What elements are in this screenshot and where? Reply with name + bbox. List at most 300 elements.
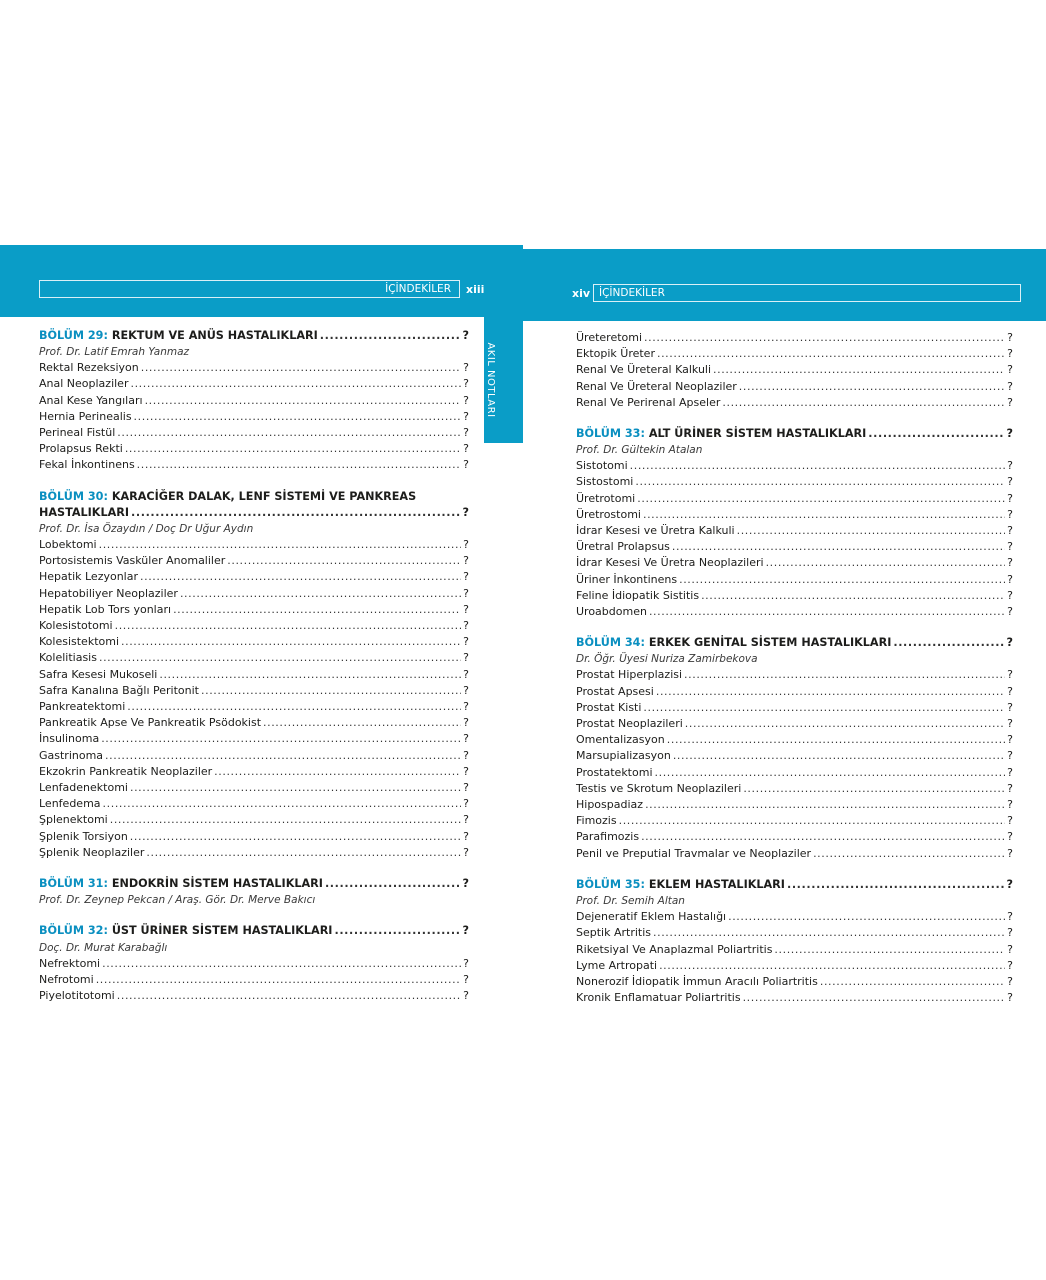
dot-leader [653,925,1005,941]
toc-entry-title: Hernia Perinealis [39,409,132,423]
chapter-page: ? [1006,877,1013,891]
toc-entry-title: Anal Neoplaziler [39,377,129,391]
dot-leader [127,699,461,715]
toc-entry[interactable] [39,618,469,634]
toc-entry-title: Penil ve Preputial Travmalar ve Neoplaziler [576,846,812,860]
toc-entry[interactable] [576,572,1013,588]
toc-entry-page: ? [1007,331,1013,344]
dot-leader [685,716,1005,732]
toc-entry-title: Renal Ve Perirenal Apseler [576,395,721,409]
chapter-heading[interactable] [39,328,469,344]
dot-leader [96,972,461,988]
dot-leader [722,395,1005,411]
toc-entry[interactable] [576,555,1013,571]
dot-leader [130,376,461,392]
toc-section [576,635,1013,862]
toc-items [39,360,469,473]
chapter-heading[interactable] [39,876,469,892]
toc-entry-title: Üretrotomi [576,491,636,505]
toc-entry-title: Üreteretomi [576,331,643,344]
toc-entry[interactable] [39,829,469,845]
left-page-number: xiii [466,283,485,296]
dot-leader [115,618,462,634]
toc-entry[interactable] [39,796,469,812]
dot-leader [743,781,1005,797]
dot-leader [645,797,1005,813]
toc-entry[interactable] [576,958,1013,974]
chapter-author: Prof. Dr. İsa Özaydın / Doç Dr Uğur Aydın [39,523,254,536]
toc-entry-page: ? [463,393,469,407]
toc-entry[interactable] [576,474,1013,490]
chapter-page: ? [462,924,469,938]
toc-entry-page: ? [463,458,469,472]
toc-entry[interactable] [576,523,1013,539]
toc-entry-page: ? [1007,507,1013,521]
dot-leader [657,346,1005,362]
toc-entry-page: ? [1007,363,1013,377]
dot-leader [774,942,1005,958]
toc-entry[interactable] [39,764,469,780]
dot-leader [137,457,461,473]
dot-leader [140,569,461,585]
toc-entry[interactable] [39,441,469,457]
toc-entry-title: Ektopik Üreter [576,347,655,361]
toc-entry-title: Testis ve Skrotum Neoplazileri [576,781,742,795]
dot-leader [105,748,461,764]
toc-items [576,667,1013,861]
toc-entry[interactable] [39,683,469,699]
toc-entry[interactable] [576,797,1013,813]
toc-entry[interactable] [39,699,469,715]
toc-entry[interactable] [39,360,469,376]
toc-entry[interactable] [39,988,469,1004]
toc-entry[interactable] [39,731,469,747]
toc-entry-page: ? [463,764,469,778]
chapter-author: Doç. Dr. Murat Karabağlı [39,941,168,954]
toc-entry[interactable] [576,588,1013,604]
chapter-number: BÖLÜM 29: [39,329,108,342]
chapter-number: BÖLÜM 34: [576,636,645,650]
dot-leader [649,604,1005,620]
toc-section [39,489,469,861]
toc-section [39,876,469,908]
toc-entry[interactable] [39,425,469,441]
toc-entry-title: Safra Kanalına Bağlı Peritonit [39,683,199,697]
toc-entry-page: ? [1007,991,1013,1005]
toc-entry-title: Septik Artritis [576,926,652,940]
toc-entry-title: Pankreatektomi [39,700,126,714]
toc-entry[interactable] [576,684,1013,700]
dot-leader [637,491,1005,507]
toc-entry-title: Prostatektomi [576,765,653,779]
left-running-header: İÇİNDEKİLER [39,280,460,298]
toc-entry-title: Riketsiyal Ve Anaplazmal Poliartritis [576,942,773,956]
toc-entry-page: ? [1007,733,1013,747]
toc-entry-page: ? [1007,491,1013,505]
toc-entry-page: ? [1007,765,1013,779]
toc-entry[interactable] [39,457,469,473]
toc-entry-page: ? [463,635,469,649]
toc-entry-page: ? [463,845,469,859]
toc-entry-page: ? [463,554,469,568]
toc-entry-page: ? [463,956,469,970]
toc-entry-title: Prostat Hiperplazisi [576,668,683,682]
toc-entry-title: Ekzokrin Pankreatik Neoplaziler [39,764,213,778]
toc-entry-page: ? [1007,459,1013,473]
toc-entry-page: ? [1007,830,1013,844]
toc-entry[interactable] [576,700,1013,716]
dot-leader [117,988,461,1004]
toc-entry[interactable] [576,507,1013,523]
toc-entry[interactable] [576,765,1013,781]
toc-items [576,909,1013,1006]
toc-entry-page: ? [1007,910,1013,924]
toc-entry-title: Üretrostomi [576,507,641,521]
toc-continued-section [576,330,1013,411]
dot-leader [659,958,1005,974]
toc-entry[interactable] [576,346,1013,362]
toc-entry-page: ? [463,570,469,584]
toc-entry[interactable] [576,667,1013,683]
toc-entry-title: Portosistemis Vasküler Anomaliler [39,554,226,568]
chapter-number: BÖLÜM 31: [39,877,108,891]
toc-entry-page: ? [463,586,469,600]
toc-entry[interactable] [39,393,469,409]
toc-entry-page: ? [1007,958,1013,972]
dot-leader [117,425,461,441]
toc-entry[interactable] [576,846,1013,862]
toc-entry-page: ? [1007,572,1013,586]
toc-entry-page: ? [1007,926,1013,940]
chapter-number: BÖLÜM 30: [39,489,108,503]
toc-entry-page: ? [1007,814,1013,828]
toc-entry[interactable] [39,537,469,553]
toc-entry-title: Rektal Rezeksiyon [39,361,139,375]
dot-leader [145,393,462,409]
toc-entry-page: ? [1007,974,1013,988]
toc-entry-page: ? [463,619,469,633]
toc-entry[interactable] [576,395,1013,411]
chapter-heading-line1 [39,489,469,505]
toc-entry[interactable] [576,379,1013,395]
chapter-page: ? [462,877,469,891]
dot-leader [766,555,1006,571]
toc-entry[interactable] [576,716,1013,732]
toc-entry[interactable] [39,553,469,569]
toc-entry-page: ? [1007,475,1013,489]
toc-entry[interactable] [39,602,469,618]
dot-leader [630,458,1006,474]
right-page-number: xiv [572,287,591,300]
toc-entry-page: ? [463,700,469,714]
toc-entry[interactable] [576,330,1013,346]
toc-entry-title: İnsulinoma [39,732,100,746]
toc-entry[interactable] [576,990,1013,1006]
toc-entry-page: ? [1007,347,1013,361]
toc-entry[interactable] [39,956,469,972]
dot-leader [643,507,1005,523]
chapter-title: ERKEK GENİTAL SİSTEM HASTALIKLARI [648,636,892,650]
toc-entry-page: ? [463,748,469,762]
toc-entry-title: Uroabdomen [576,605,647,619]
toc-entry-title: Şplenektomi [39,813,108,827]
dot-leader [701,588,1005,604]
chapter-title: ÜST ÜRİNER SİSTEM HASTALIKLARI [111,924,333,938]
toc-entry-title: Feline İdiopatik Sistitis [576,588,700,602]
toc-section [576,877,1013,1006]
chapter-page: ? [462,329,469,342]
toc-entry[interactable] [576,813,1013,829]
chapter-page: ? [1006,636,1013,650]
toc-entry-page: ? [1007,556,1013,570]
dot-leader [159,667,461,683]
toc-entry-page: ? [1007,798,1013,812]
chapter-number: BÖLÜM 32: [39,924,108,938]
toc-entry-page: ? [1007,717,1013,731]
toc-entry[interactable] [39,845,469,861]
toc-entry-page: ? [463,781,469,795]
chapter-heading[interactable] [576,426,1013,442]
dot-leader [641,829,1005,845]
toc-entry-page: ? [1007,524,1013,538]
dot-leader [679,572,1005,588]
toc-entry-page: ? [1007,395,1013,409]
dot-leader [130,780,461,796]
toc-entry-title: Kronik Enflamatuar Poliartritis [576,991,741,1005]
toc-entry-title: Fekal İnkontinens [39,458,135,472]
toc-entry[interactable] [576,491,1013,507]
dot-leader [263,715,461,731]
chapter-heading[interactable] [39,505,469,521]
left-page-toc [39,328,469,1019]
toc-entry-title: Renal Ve Üreteral Kalkuli [576,363,712,377]
toc-entry-title: Lenfedema [39,797,101,811]
toc-entry[interactable] [576,909,1013,925]
chapter-heading[interactable] [39,923,469,939]
dot-leader [227,553,461,569]
toc-entry-title: Prostat Kisti [576,700,642,714]
dot-leader [110,812,461,828]
toc-entry[interactable] [39,715,469,731]
chapter-author: Prof. Dr. Semih Altan [576,895,685,908]
chapter-title: REKTUM VE ANÜS HASTALIKLARI [111,329,318,342]
side-tab [484,317,523,443]
toc-entry-page: ? [463,988,469,1002]
toc-items [576,330,1013,411]
toc-entry[interactable] [576,362,1013,378]
toc-entry-page: ? [463,972,469,986]
toc-entry-title: Prolapsus Rekti [39,442,123,456]
toc-entry-page: ? [463,538,469,552]
toc-entry-title: Hepatobiliyer Neoplaziler [39,586,178,600]
toc-entry-title: Nefrektomi [39,956,101,970]
toc-entry[interactable] [39,667,469,683]
toc-entry-title: Piyelotitotomi [39,988,115,1002]
toc-entry-title: Anal Kese Yangıları [39,393,143,407]
toc-entry-page: ? [1007,540,1013,554]
dot-leader [667,732,1005,748]
chapter-author: Prof. Dr. Latif Emrah Yanmaz [39,346,190,359]
toc-entry-title: Marsupializasyon [576,749,671,763]
toc-entry[interactable] [39,780,469,796]
toc-items [576,458,1013,620]
toc-entry-title: Kolesistektomi [39,635,120,649]
toc-entry-title: Parafimozis [576,830,640,844]
toc-entry-page: ? [1007,942,1013,956]
toc-entry-page: ? [1007,749,1013,763]
chapter-number: BÖLÜM 33: [576,427,645,441]
chapter-heading[interactable] [576,877,1013,893]
toc-entry-page: ? [463,651,469,665]
dot-leader [125,441,461,457]
toc-entry-title: Omentalizasyon [576,733,665,747]
toc-entry-page: ? [1007,379,1013,393]
toc-entry-title: Şplenik Torsiyon [39,829,128,843]
toc-entry-title: Lobektomi [39,538,97,552]
toc-items [39,537,469,861]
toc-entry[interactable] [39,650,469,666]
toc-entry-title: Sistotomi [576,459,628,473]
chapter-title: HASTALIKLARI [39,505,130,519]
toc-entry-title: Lyme Artropati [576,958,658,972]
toc-entry-title: Hepatik Lezyonlar [39,570,139,584]
toc-entry-page: ? [463,361,469,375]
toc-entry-title: Nonerozif İdiopatik İmmun Aracılı Poliartritis [576,974,818,988]
toc-entry[interactable] [39,972,469,988]
toc-entry-page: ? [463,716,469,730]
dot-leader [103,796,462,812]
toc-entry[interactable] [576,604,1013,620]
chapter-author: Dr. Öğr. Üyesi Nuriza Zamirbekova [576,653,758,666]
dot-leader [146,845,461,861]
toc-entry-page: ? [463,602,469,616]
toc-entry[interactable] [39,748,469,764]
dot-leader [635,474,1005,490]
dot-leader [201,683,461,699]
dot-leader [713,362,1005,378]
toc-section [39,923,469,1004]
toc-entry-title: Fimozis [576,814,617,828]
toc-entry[interactable] [576,732,1013,748]
dot-leader [102,956,461,972]
toc-entry-page: ? [1007,605,1013,619]
toc-entry-title: Dejeneratif Eklem Hastalığı [576,910,727,924]
toc-entry-title: Pankreatik Apse Ve Pankreatik Psödokist [39,716,262,730]
dot-leader [619,813,1006,829]
dot-leader [743,990,1006,1006]
toc-entry-page: ? [463,442,469,456]
chapter-page: ? [1006,427,1013,441]
toc-entry[interactable] [576,781,1013,797]
toc-entry-page: ? [463,813,469,827]
toc-entry[interactable] [39,409,469,425]
dot-leader [180,586,461,602]
dot-leader [99,650,461,666]
toc-entry[interactable] [576,942,1013,958]
toc-entry-title: Kolelitiasis [39,651,97,665]
dot-leader [130,829,461,845]
dot-leader [141,360,461,376]
dot-leader [121,634,461,650]
chapter-author: Prof. Dr. Gültekin Atalan [576,444,703,457]
toc-items [39,956,469,1005]
toc-entry[interactable] [576,458,1013,474]
toc-entry-page: ? [463,409,469,423]
dot-leader [99,537,462,553]
toc-entry-page: ? [1007,684,1013,698]
dot-leader [739,379,1005,395]
dot-leader [728,909,1005,925]
toc-entry-title: Kolesistotomi [39,619,113,633]
dot-leader [134,409,462,425]
right-page-toc [576,330,1013,1021]
toc-entry-title: İdrar Kesesi ve Üretra Kalkuli [576,524,735,538]
toc-entry-title: Prostat Neoplazileri [576,717,683,731]
toc-entry[interactable] [576,974,1013,990]
dot-leader [820,974,1005,990]
toc-entry[interactable] [39,569,469,585]
toc-entry-page: ? [1007,846,1013,860]
right-running-header: İÇİNDEKİLER [593,284,1021,302]
dot-leader [737,523,1006,539]
toc-entry-page: ? [463,683,469,697]
toc-entry-title: Sistostomi [576,475,634,489]
dot-leader [173,602,461,618]
chapter-title: ENDOKRİN SİSTEM HASTALIKLARI [111,877,323,891]
toc-entry[interactable] [576,748,1013,764]
toc-entry-page: ? [463,797,469,811]
toc-entry-title: Gastrinoma [39,748,104,762]
toc-entry-title: Lenfadenektomi [39,781,128,795]
dot-leader [655,765,1006,781]
toc-entry[interactable] [576,925,1013,941]
toc-entry-page: ? [1007,668,1013,682]
toc-entry-page: ? [463,426,469,440]
dot-leader [813,846,1005,862]
side-tab-label: AKIL NOTLARI [485,342,496,418]
chapter-number: BÖLÜM 35: [576,877,645,891]
toc-entry[interactable] [39,812,469,828]
toc-entry[interactable] [39,634,469,650]
toc-entry-page: ? [463,829,469,843]
dot-leader [656,684,1005,700]
dot-leader [101,731,461,747]
chapter-title: EKLEM HASTALIKLARI [648,877,785,891]
toc-entry[interactable] [576,829,1013,845]
toc-entry-page: ? [463,377,469,391]
toc-entry-title: Üriner İnkontinens [576,572,678,586]
toc-entry[interactable] [576,539,1013,555]
toc-section [576,426,1013,620]
toc-entry-title: Nefrotomi [39,972,94,986]
chapter-heading[interactable] [576,635,1013,651]
chapter-page: ? [462,505,469,519]
toc-entry[interactable] [39,586,469,602]
toc-section [39,328,469,474]
toc-entry-page: ? [1007,781,1013,795]
toc-entry-title: Renal Ve Üreteral Neoplaziler [576,379,737,393]
toc-entry-title: Üretral Prolapsus [576,540,670,554]
toc-entry-title: Prostat Apsesi [576,684,654,698]
dot-leader [644,330,1005,346]
dot-leader [214,764,461,780]
chapter-title-line1: KARACİĞER DALAK, LENF SİSTEMİ VE PANKREAS [111,489,417,503]
toc-entry-page: ? [1007,700,1013,714]
toc-entry-title: Perineal Fistül [39,426,116,440]
dot-leader [672,539,1005,555]
dot-leader [673,748,1005,764]
toc-entry[interactable] [39,376,469,392]
